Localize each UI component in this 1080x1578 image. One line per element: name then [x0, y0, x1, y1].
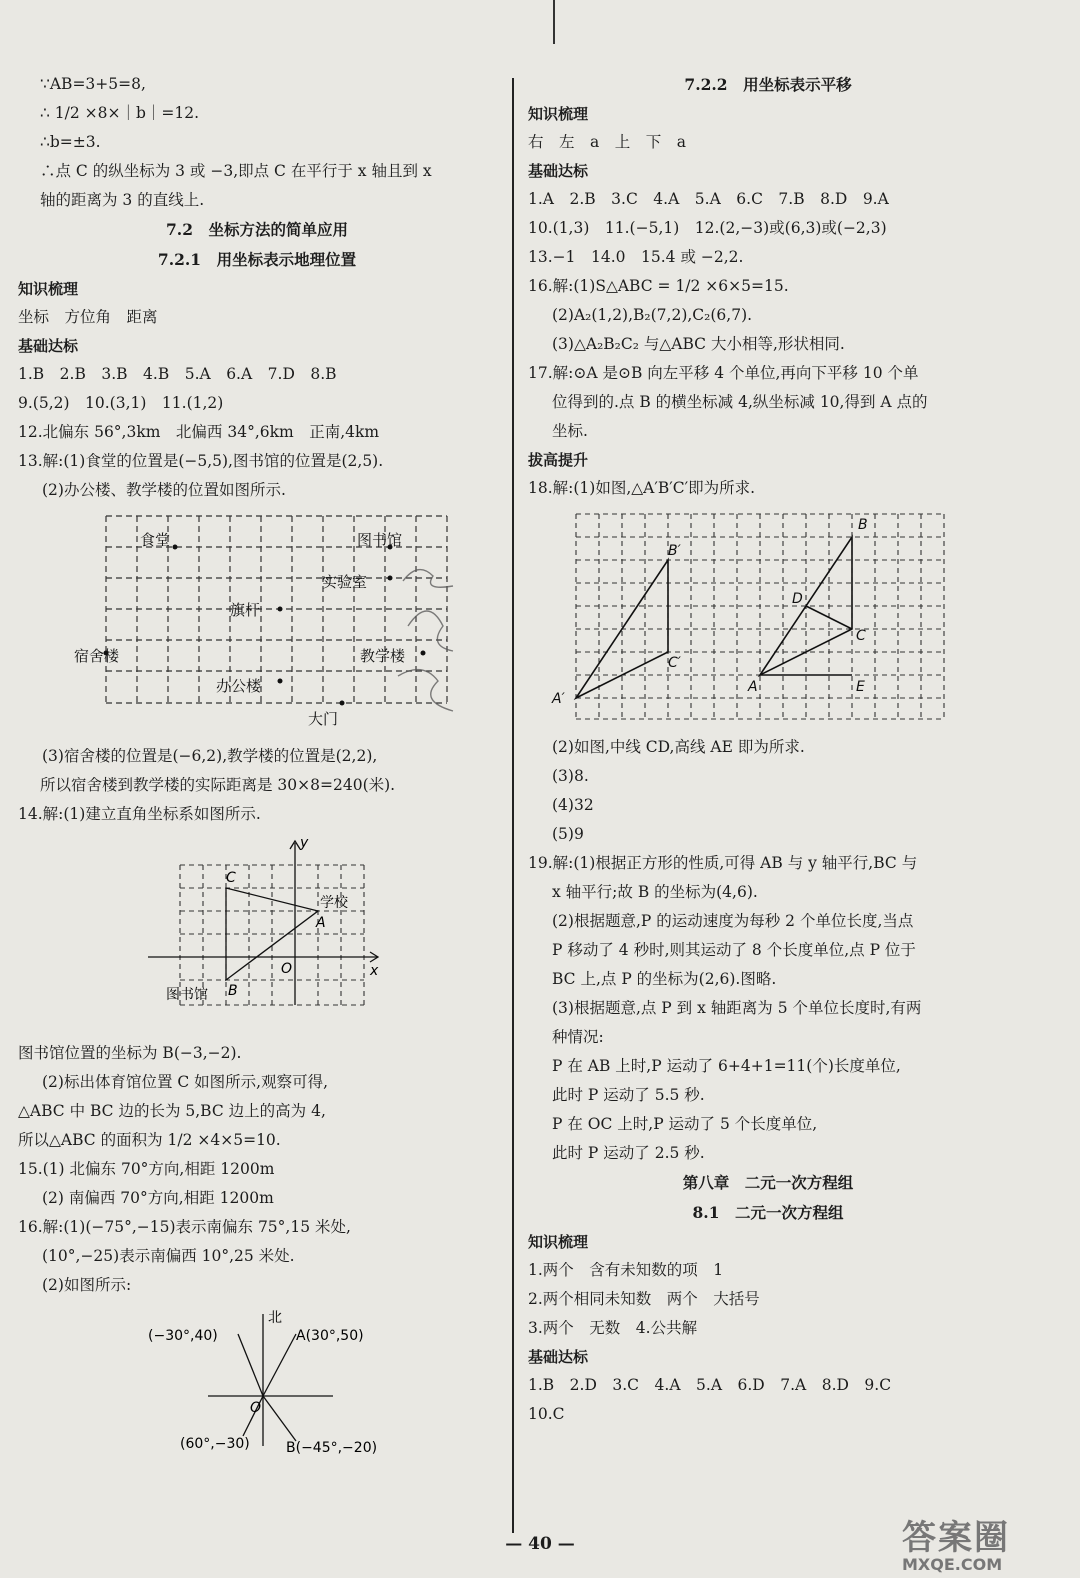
answer-line: P 移动了 4 秒时,则其运动了 8 个长度单位,点 P 位于 [552, 941, 916, 959]
knowledge-content: 坐标 方位角 距离 [18, 308, 158, 326]
point-label-3: (60°,−30) [180, 1436, 250, 1452]
translation-figure-18 [528, 509, 1008, 727]
answer-line: 1.A 2.B 3.C 4.A 5.A 6.C 7.B 8.D 9.A [528, 190, 889, 208]
answer-line: ∵AB=3+5=8, [40, 75, 146, 93]
axis-x-label: x [370, 963, 379, 979]
answer-line: 18.解:(1)如图,△A′B′C′即为所求. [528, 479, 756, 497]
school-label: 学校 [320, 895, 348, 911]
answer-line: 此时 P 运动了 5.5 秒. [552, 1086, 705, 1104]
answer-line: (2)A₂(1,2),B₂(7,2),C₂(6,7). [552, 306, 753, 324]
campus-map-grid [18, 511, 478, 736]
heading-knowledge: 知识梳理 [528, 105, 589, 123]
answer-line: P 在 OC 上时,P 运动了 5 个长度单位, [552, 1115, 818, 1133]
point-label-4: B(−45°,−20) [286, 1440, 378, 1454]
answer-line: 9.(5,2) 10.(3,1) 11.(1,2) [18, 394, 224, 412]
origin-label: O [281, 961, 293, 977]
answer-line: (2) 南偏西 70°方向,相距 1200m [42, 1189, 274, 1207]
answer-line: 1.B 2.D 3.C 4.A 5.A 6.D 7.A 8.D 9.C [528, 1376, 892, 1394]
point-label-2: A(30°,50) [296, 1328, 364, 1344]
answer-line: (3)△A₂B₂C₂ 与△ABC 大小相等,形状相同. [552, 335, 845, 353]
answer-line: (2)标出体育馆位置 C 如图所示,观察可得, [42, 1073, 329, 1091]
heading-basic: 基础达标 [528, 162, 589, 180]
answer-line: (3)根据题意,点 P 到 x 轴距离为 5 个单位长度时,有两 [552, 999, 922, 1017]
subsection-title: 7.2.1 用坐标表示地理位置 [157, 250, 357, 269]
knowledge-content: 右 左 a 上 下 a [528, 133, 686, 151]
answer-line: 图书馆位置的坐标为 B(−3,−2). [18, 1044, 242, 1062]
answer-line: x 轴平行;故 B 的坐标为(4,6). [552, 883, 758, 901]
answer-line: 12.北偏东 56°,3km 北偏西 34°,6km 正南,4km [18, 423, 380, 441]
answer-line: 3.两个 无数 4.公共解 [528, 1319, 698, 1337]
label-dorm: 宿舍楼 [74, 647, 120, 665]
answer-line: 坐标. [552, 422, 588, 440]
answer-line: 13.解:(1)食堂的位置是(−5,5),图书馆的位置是(2,5). [18, 452, 384, 470]
chapter-title: 第八章 二元一次方程组 [682, 1173, 854, 1192]
label-teaching-building: 教学楼 [360, 647, 406, 665]
answer-line: 种情况: [552, 1028, 604, 1046]
label-lab: 实验室 [322, 573, 368, 591]
point-c-label: C [856, 628, 866, 644]
label-canteen: 食堂 [140, 531, 171, 549]
heading-knowledge: 知识梳理 [18, 280, 79, 298]
point-a-label: A [748, 679, 758, 695]
origin-label: O [250, 1400, 262, 1416]
answer-line: ∴b=±3. [40, 133, 101, 151]
answer-line: 15.(1) 北偏东 70°方向,相距 1200m [18, 1160, 275, 1178]
answer-line: ∴ 1/2 ×8×｜b｜=12. [40, 104, 200, 122]
point-a-label: A [316, 915, 326, 931]
north-label: 北 [268, 1310, 282, 1326]
heading-basic: 基础达标 [528, 1348, 589, 1366]
heading-knowledge: 知识梳理 [528, 1233, 589, 1251]
answer-line: (3)8. [552, 767, 589, 785]
answer-line: 所以宿舍楼到教学楼的实际距离是 30×8=240(米). [40, 776, 396, 794]
answer-line: (2)如图,中线 CD,高线 AE 即为所求. [552, 738, 805, 756]
answer-line: 10.C [528, 1405, 565, 1423]
heading-basic: 基础达标 [18, 337, 79, 355]
point-b-label: B [858, 517, 868, 533]
answer-line: 16.解:(1)(−75°,−15)表示南偏东 75°,15 米处, [18, 1218, 351, 1236]
answer-line: (5)9 [552, 825, 584, 843]
answer-line: 此时 P 运动了 2.5 秒. [552, 1144, 705, 1162]
point-d-label: D [792, 591, 803, 607]
answer-line: (2)办公楼、教学楼的位置如图所示. [42, 481, 286, 499]
answer-line: BC 上,点 P 的坐标为(2,6).图略. [552, 970, 777, 988]
section-title: 8.1 二元一次方程组 [692, 1203, 844, 1222]
answer-line: (4)32 [552, 796, 594, 814]
answer-line: 1.两个 含有未知数的项 1 [528, 1261, 724, 1279]
heading-advanced: 拔高提升 [528, 451, 589, 469]
point-label-1: (−30°,40) [148, 1328, 218, 1344]
watermark-logo [902, 1510, 1072, 1572]
answer-line: 13.−1 14.0 15.4 或 −2,2. [528, 248, 744, 266]
answer-line: (2)如图所示: [42, 1276, 132, 1294]
answer-line: (10°,−25)表示南偏西 10°,25 米处. [42, 1247, 295, 1265]
label-office: 办公楼 [216, 677, 262, 695]
label-gate: 大门 [308, 710, 339, 728]
point-a-prime-label: A′ [552, 691, 565, 707]
point-c-label: C [226, 870, 236, 886]
point-e-label: E [856, 679, 865, 695]
answer-line: 16.解:(1)S△ABC = 1/2 ×6×5=15. [528, 277, 789, 295]
answer-line: 轴的距离为 3 的直线上. [40, 191, 205, 209]
campus-map-figure [18, 511, 496, 736]
answer-line: P 在 AB 上时,P 运动了 6+4+1=11(个)长度单位, [552, 1057, 901, 1075]
answer-line: (2)根据题意,P 的运动速度为每秒 2 个单位长度,当点 [552, 912, 914, 930]
library-label: 图书馆 [166, 987, 208, 1003]
answer-line: 1.B 2.B 3.B 4.B 5.A 6.A 7.D 8.B [18, 365, 337, 383]
answer-line: 14.解:(1)建立直角坐标系如图所示. [18, 805, 261, 823]
coordinate-grid-14 [18, 835, 478, 1033]
direction-diagram-16 [18, 1306, 478, 1454]
page-number: — 40 — [505, 1534, 575, 1554]
point-b-label: B [228, 983, 238, 999]
page-fold-line [553, 0, 555, 44]
point-c-prime-label: C′ [668, 655, 681, 671]
label-library: 图书馆 [357, 531, 403, 549]
answer-line: 2.两个相同未知数 两个 大括号 [528, 1290, 760, 1308]
answer-line: 所以△ABC 的面积为 1/2 ×4×5=10. [18, 1131, 281, 1149]
coordinate-figure-14 [18, 835, 496, 1033]
point-b-prime-label: B′ [668, 543, 681, 559]
translation-grid-18 [528, 509, 998, 727]
watermark-url: MXQE.COM [902, 1555, 1003, 1574]
right-column [528, 70, 1008, 1429]
axis-y-label: y [300, 835, 309, 851]
column-divider [512, 78, 514, 1533]
answer-line: ∴点 C 的纵坐标为 3 或 −3,即点 C 在平行于 x 轴且到 x [40, 162, 432, 180]
answer-line: 位得到的.点 B 的横坐标减 4,纵坐标减 10,得到 A 点的 [552, 393, 928, 411]
answer-line: 10.(1,3) 11.(−5,1) 12.(2,−3)或(6,3)或(−2,3) [528, 219, 887, 237]
left-column [18, 70, 496, 1460]
answer-line: 19.解:(1)根据正方形的性质,可得 AB 与 y 轴平行,BC 与 [528, 854, 918, 872]
answer-line: 17.解:⊙A 是⊙B 向左平移 4 个单位,再向下平移 10 个单 [528, 364, 919, 382]
label-flag: 旗杆 [230, 601, 261, 619]
watermark-text: 答案圈 [902, 1518, 1010, 1558]
direction-figure-16 [18, 1306, 496, 1454]
section-title: 7.2 坐标方法的简单应用 [166, 220, 348, 239]
subsection-title: 7.2.2 用坐标表示平移 [684, 75, 852, 94]
answer-line: (3)宿舍楼的位置是(−6,2),教学楼的位置是(2,2), [42, 747, 378, 765]
answer-line: △ABC 中 BC 边的长为 5,BC 边上的高为 4, [18, 1102, 326, 1120]
